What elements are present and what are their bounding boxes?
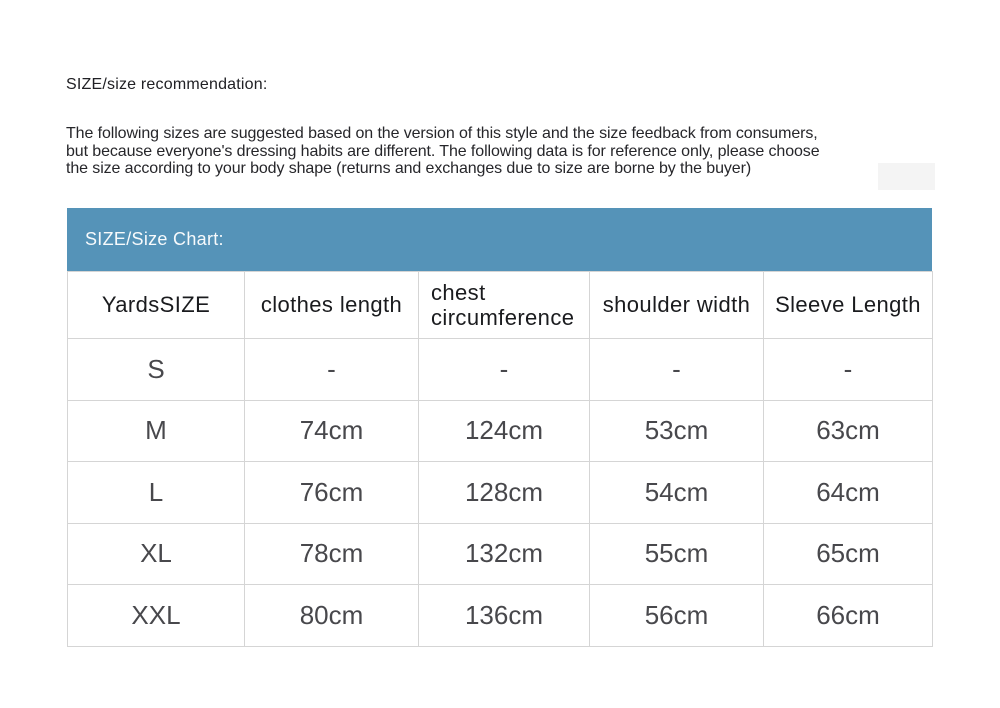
value-cell: 124cm — [419, 400, 590, 462]
value-cell: 64cm — [764, 462, 933, 524]
column-header-sleeve-length: Sleeve Length — [764, 272, 933, 339]
value-cell: 54cm — [590, 462, 764, 524]
size-chart-title: SIZE/Size Chart: — [85, 229, 224, 249]
value-cell: 132cm — [419, 523, 590, 585]
table-row-s — [68, 339, 933, 401]
value-cell: 63cm — [764, 400, 933, 462]
value-cell: 53cm — [590, 400, 764, 462]
value-cell: - — [419, 339, 590, 401]
column-header-shoulder-width: shoulder width — [590, 272, 764, 339]
value-cell: 136cm — [419, 585, 590, 647]
description-line: The following sizes are suggested based on the version of this style and the size feedback from consumers, — [66, 125, 818, 142]
value-cell: 55cm — [590, 523, 764, 585]
value-cell: - — [764, 339, 933, 401]
size-cell: XXL — [68, 585, 245, 647]
value-cell: - — [245, 339, 419, 401]
description-line: but because everyone's dressing habits are different. The following data is for reference only, please choose — [66, 142, 820, 160]
table-row-xl — [68, 523, 933, 585]
size-chart-header-bar — [67, 208, 932, 271]
page-title: SIZE/size recommendation: — [66, 76, 268, 93]
size-cell: S — [68, 339, 245, 401]
size-cell: XL — [68, 523, 245, 585]
column-header-chest-circumference: chest circumference — [419, 272, 590, 339]
value-cell: 78cm — [245, 523, 419, 585]
value-cell: 74cm — [245, 400, 419, 462]
table-row-xxl — [68, 585, 933, 647]
value-cell: 128cm — [419, 462, 590, 524]
watermark-remnant — [878, 163, 935, 190]
value-cell: - — [590, 339, 764, 401]
value-cell: 66cm — [764, 585, 933, 647]
size-cell: M — [68, 400, 245, 462]
table-row-l — [68, 462, 933, 524]
value-cell: 65cm — [764, 523, 933, 585]
size-cell: L — [68, 462, 245, 524]
column-header-yards-size: YardsSIZE — [68, 272, 245, 339]
column-header-clothes-length: clothes length — [245, 272, 419, 339]
value-cell: 76cm — [245, 462, 419, 524]
table-row-m — [68, 400, 933, 462]
value-cell: 56cm — [590, 585, 764, 647]
value-cell: 80cm — [245, 585, 419, 647]
size-chart-table — [67, 271, 933, 647]
size-description — [66, 125, 820, 178]
description-line: the size according to your body shape (returns and exchanges due to size are borne by the buyer) — [66, 160, 752, 177]
table-header-row — [68, 272, 933, 339]
